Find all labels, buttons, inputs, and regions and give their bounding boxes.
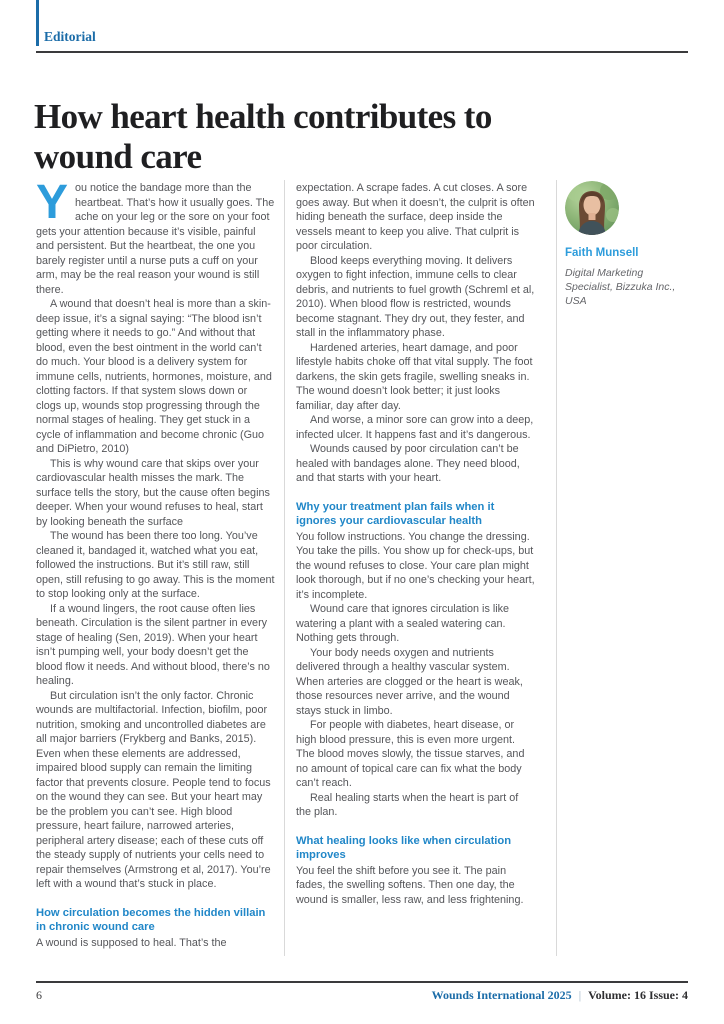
body-paragraph: Wound care that ignores circulation is like watering a plant with a sealed watering can. Nothing gets through. — [296, 603, 510, 644]
body-paragraph: And worse, a minor sore can grow into a deep, infected ulcer. It happens fast and it’s dangerous. — [296, 414, 534, 441]
body-paragraph: Blood keeps everything moving. It delivers oxygen to fight infection, immune cells to clear debris, and nutrients to fuel growth (Schreml et al, 2010). When blood flow is restricted, wounds become stagnant. They dry out, they fester, and stall in the inflammatory phase. — [296, 254, 535, 339]
section-heading: What healing looks like when circulation improves — [296, 834, 512, 861]
body-paragraph: Real healing starts when the heart is part of the plan. — [296, 791, 519, 818]
body-paragraph: But circulation isn’t the only factor. Chronic wounds are multifactorial. Infection, biofilm, poor nutrition, smoking and uncontrolled diabetes are all major barriers (Frykberg and Banks, 2015). Even when these elements are addressed, impaired blood supply can remain the limiting factor that prevents closure. People tend to focus on the wound they can see. But your heart may be the problem you can’t see. High blood pressure, heart failure, narrowed arteries, peripheral artery disease; each of these cuts off the steady supply of nutrients your cells need to repair themselves (Armstrong et al, 2017). You’re left with a wound that’s stuck in place. — [36, 689, 271, 890]
body-paragraph: For people with diabetes, heart disease, or high blood pressure, this is even more urgent. The blood moves slowly, the tissue starves, and no amount of topical care can fix what the body can’t reach. — [296, 719, 525, 789]
author-name: Faith Munsell — [565, 247, 639, 259]
column-divider — [284, 180, 285, 956]
drop-cap: Y — [36, 181, 69, 229]
author-sidebar — [565, 181, 689, 308]
page-title: How heart health contributes to wound care — [34, 97, 492, 176]
body-paragraph: expectation. A scrape fades. A cut closes. A sore goes away. But when it doesn’t, the culprit is often hiding beneath the surface, deep inside the vessels meant to keep you alive. That culprit is poor circulation. — [296, 182, 535, 252]
footer-publication-info — [432, 988, 688, 1003]
article-column-2 — [296, 181, 535, 959]
body-paragraph: The wound has been there too long. You’ve cleaned it, bandaged it, watched what you eat, followed the instructions. But it’s still raw, still open, still refusing to go away. This is the moment to stop looking only at the surface. — [36, 530, 275, 600]
footer-rule — [36, 981, 688, 983]
kicker-accent-bar — [36, 0, 39, 46]
article-column-1 — [36, 181, 275, 959]
body-paragraph: Hardened arteries, heart damage, and poor lifestyle habits choke off that vital supply. The foot darkens, the skin gets fragile, swelling sneaks in. The wound doesn’t look better; it just looks familiar, day after day. — [296, 341, 533, 412]
sidebar-divider — [556, 180, 557, 956]
footer-separator: | — [578, 988, 582, 1002]
body-paragraph: If a wound lingers, the root cause often lies beneath. Circulation is the silent partner in every stage of healing (Sen, 2019). When your heart isn’t pumping well, your body doesn’t get the blood flow it needs. And without blood, there’s no healing. — [36, 602, 270, 687]
page-number: 6 — [36, 988, 42, 1002]
body-paragraph: You feel the shift before you see it. The pain fades, the swelling softens. Then one day, the wound is smaller, less raw, and less frightening. — [296, 864, 524, 906]
author-photo — [565, 181, 619, 235]
journal-name: Wounds International 2025 — [431, 988, 572, 1002]
section-heading: How circulation becomes the hidden villain in chronic wound care — [36, 906, 266, 933]
body-paragraph: This is why wound care that skips over your cardiovascular health misses the mark. The surface tells the story, but the cause often begins deeper. When your wound refuses to heal, start by looking beneath the surface — [36, 457, 270, 528]
author-photo-illustration — [565, 181, 619, 235]
body-paragraph: A wound that doesn’t heal is more than a skin-deep issue, it’s a signal saying: “The blood isn’t getting where it needs to go.” And without that blood, even the best ointment in the world can’t do much. Your blood is a delivery system for immune cells, nutrients, hormones, moisture, and clotting factors. If that system slows down or clogs up, wounds stop progressing through the normal stages of healing. They get stuck in a cycle of inflammation and become chronic (Guo and DiPietro, 2010) — [36, 298, 272, 455]
body-paragraph — [36, 181, 275, 297]
section-heading: Why your treatment plan fails when it ignores your cardiovascular health — [296, 500, 495, 527]
paragraph-text: ou notice the bandage more than the heartbeat. That’s how it usually goes. The ache on your leg or the sore on your foot gets your attention because it’s visible, painful and persistent. But the heartbeat, the one you barely register until a nurse puts a cuff on your arm, may be the real reason your wound is still there. — [36, 182, 275, 296]
section-kicker: Editorial — [44, 29, 96, 44]
author-role: Digital Marketing Specialist, Bizzuka Inc., USA — [565, 267, 676, 307]
body-paragraph: A wound is supposed to heal. That’s the — [36, 936, 227, 949]
issue-info: Volume: 16 Issue: 4 — [588, 988, 688, 1002]
body-paragraph: Your body needs oxygen and nutrients delivered through a healthy vascular system. When arteries are clogged or the heart is weak, those resources never arrive, and the wound stays stuck in limbo. — [296, 646, 523, 717]
header-rule — [36, 51, 688, 53]
body-paragraph: You follow instructions. You change the dressing. You take the pills. You show up for check-ups, but the wound refuses to close. Your care plan might look thorough, but if no one’s checking your heart, it’s incomplete. — [296, 530, 535, 601]
body-paragraph: Wounds caused by poor circulation can’t be healed with bandages alone. They need blood, and that starts with your heart. — [296, 443, 520, 484]
